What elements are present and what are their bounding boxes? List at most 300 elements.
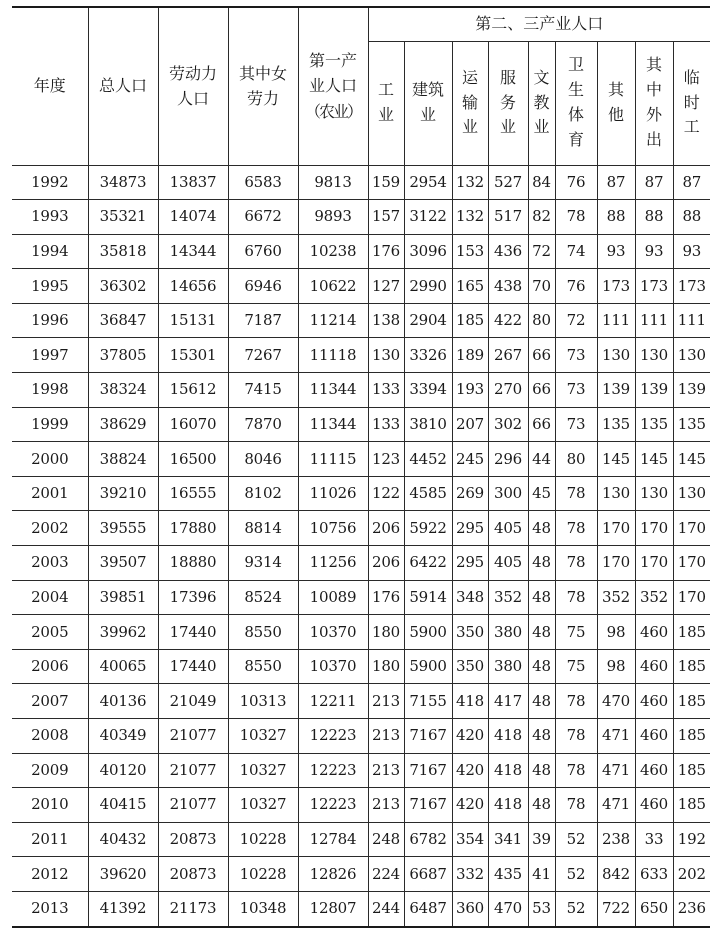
cell-labor-pop: 17440 bbox=[158, 649, 228, 684]
cell-industry: 180 bbox=[368, 649, 404, 684]
cell-year: 1996 bbox=[12, 303, 88, 338]
cell-construction: 4585 bbox=[404, 476, 452, 511]
header-labor-pop-line1: 劳动力 bbox=[168, 63, 217, 83]
cell-construction: 7167 bbox=[404, 753, 452, 788]
cell-health-sports: 52 bbox=[555, 822, 597, 857]
header-secondary-tertiary: 第二、三产业人口 bbox=[368, 7, 710, 41]
table-row bbox=[12, 200, 710, 235]
cell-female-labor: 9314 bbox=[228, 546, 298, 581]
header-year: 年度 bbox=[12, 7, 88, 165]
cell-female-labor: 8524 bbox=[228, 580, 298, 615]
cell-construction: 2954 bbox=[404, 165, 452, 200]
cell-labor-pop: 13837 bbox=[158, 165, 228, 200]
cell-service: 352 bbox=[488, 580, 528, 615]
cell-total-pop: 39851 bbox=[88, 580, 158, 615]
header-transport bbox=[452, 41, 488, 165]
cell-service: 300 bbox=[488, 476, 528, 511]
cell-health-sports: 73 bbox=[555, 407, 597, 442]
cell-migrant: 130 bbox=[635, 338, 673, 373]
cell-other: 135 bbox=[597, 407, 635, 442]
cell-temporary: 192 bbox=[673, 822, 710, 857]
cell-labor-pop: 17440 bbox=[158, 615, 228, 650]
header-temporary bbox=[673, 41, 710, 165]
header-education-text: 文教业 bbox=[533, 67, 550, 137]
cell-education: 80 bbox=[528, 303, 555, 338]
cell-year: 1994 bbox=[12, 234, 88, 269]
cell-primary: 10238 bbox=[298, 234, 368, 269]
cell-service: 270 bbox=[488, 373, 528, 408]
cell-construction: 2904 bbox=[404, 303, 452, 338]
header-female-labor bbox=[228, 7, 298, 165]
cell-service: 267 bbox=[488, 338, 528, 373]
header-service bbox=[488, 41, 528, 165]
cell-health-sports: 78 bbox=[555, 546, 597, 581]
cell-labor-pop: 21077 bbox=[158, 753, 228, 788]
header-service-text: 服务业 bbox=[499, 67, 516, 137]
header-primary-line3: （农业） bbox=[304, 102, 361, 122]
cell-health-sports: 73 bbox=[555, 373, 597, 408]
header-other bbox=[597, 41, 635, 165]
cell-primary: 12784 bbox=[298, 822, 368, 857]
cell-temporary: 173 bbox=[673, 269, 710, 304]
cell-other: 352 bbox=[597, 580, 635, 615]
header-total-pop: 总人口 bbox=[88, 7, 158, 165]
cell-female-labor: 10327 bbox=[228, 788, 298, 823]
cell-industry: 248 bbox=[368, 822, 404, 857]
cell-construction: 3096 bbox=[404, 234, 452, 269]
cell-labor-pop: 16555 bbox=[158, 476, 228, 511]
cell-health-sports: 78 bbox=[555, 200, 597, 235]
cell-total-pop: 37805 bbox=[88, 338, 158, 373]
cell-primary: 11115 bbox=[298, 442, 368, 477]
header-temporary-text: 临时工 bbox=[683, 67, 700, 137]
cell-service: 418 bbox=[488, 719, 528, 754]
cell-female-labor: 10348 bbox=[228, 891, 298, 926]
cell-year: 2003 bbox=[12, 546, 88, 581]
cell-migrant: 170 bbox=[635, 546, 673, 581]
cell-total-pop: 41392 bbox=[88, 891, 158, 926]
cell-other: 471 bbox=[597, 719, 635, 754]
cell-other: 471 bbox=[597, 788, 635, 823]
cell-migrant: 111 bbox=[635, 303, 673, 338]
cell-transport: 207 bbox=[452, 407, 488, 442]
cell-other: 145 bbox=[597, 442, 635, 477]
cell-other: 238 bbox=[597, 822, 635, 857]
cell-transport: 420 bbox=[452, 753, 488, 788]
cell-total-pop: 38324 bbox=[88, 373, 158, 408]
table-body bbox=[12, 165, 710, 927]
table-header bbox=[12, 7, 710, 165]
cell-total-pop: 36302 bbox=[88, 269, 158, 304]
header-female-labor-line1: 其中女 bbox=[238, 63, 287, 83]
cell-labor-pop: 14656 bbox=[158, 269, 228, 304]
cell-industry: 157 bbox=[368, 200, 404, 235]
cell-transport: 354 bbox=[452, 822, 488, 857]
cell-temporary: 185 bbox=[673, 753, 710, 788]
cell-industry: 159 bbox=[368, 165, 404, 200]
cell-labor-pop: 21077 bbox=[158, 788, 228, 823]
cell-migrant: 650 bbox=[635, 891, 673, 926]
cell-health-sports: 78 bbox=[555, 684, 597, 719]
cell-year: 2013 bbox=[12, 891, 88, 926]
cell-health-sports: 80 bbox=[555, 442, 597, 477]
cell-migrant: 460 bbox=[635, 649, 673, 684]
table-row bbox=[12, 788, 710, 823]
cell-education: 70 bbox=[528, 269, 555, 304]
cell-temporary: 236 bbox=[673, 891, 710, 926]
cell-migrant: 33 bbox=[635, 822, 673, 857]
population-table-container bbox=[12, 6, 710, 928]
cell-education: 66 bbox=[528, 373, 555, 408]
cell-industry: 206 bbox=[368, 546, 404, 581]
cell-health-sports: 52 bbox=[555, 891, 597, 926]
header-construction-text: 建筑业 bbox=[411, 80, 444, 124]
cell-primary: 10089 bbox=[298, 580, 368, 615]
cell-migrant: 460 bbox=[635, 753, 673, 788]
header-industry-text: 工业 bbox=[377, 80, 394, 124]
cell-labor-pop: 15612 bbox=[158, 373, 228, 408]
cell-transport: 165 bbox=[452, 269, 488, 304]
cell-service: 422 bbox=[488, 303, 528, 338]
header-primary-line2: 业人口 bbox=[308, 76, 357, 96]
cell-service: 435 bbox=[488, 857, 528, 892]
cell-service: 380 bbox=[488, 615, 528, 650]
cell-year: 2001 bbox=[12, 476, 88, 511]
cell-education: 48 bbox=[528, 684, 555, 719]
cell-construction: 3810 bbox=[404, 407, 452, 442]
cell-year: 2004 bbox=[12, 580, 88, 615]
cell-temporary: 185 bbox=[673, 649, 710, 684]
cell-female-labor: 10327 bbox=[228, 753, 298, 788]
cell-labor-pop: 16500 bbox=[158, 442, 228, 477]
cell-year: 1992 bbox=[12, 165, 88, 200]
cell-health-sports: 78 bbox=[555, 788, 597, 823]
cell-industry: 213 bbox=[368, 684, 404, 719]
cell-female-labor: 10313 bbox=[228, 684, 298, 719]
cell-year: 2012 bbox=[12, 857, 88, 892]
cell-female-labor: 6583 bbox=[228, 165, 298, 200]
cell-transport: 332 bbox=[452, 857, 488, 892]
cell-transport: 350 bbox=[452, 615, 488, 650]
table-row bbox=[12, 546, 710, 581]
cell-education: 66 bbox=[528, 407, 555, 442]
table-row bbox=[12, 891, 710, 926]
cell-total-pop: 40136 bbox=[88, 684, 158, 719]
cell-education: 66 bbox=[528, 338, 555, 373]
cell-year: 2011 bbox=[12, 822, 88, 857]
cell-labor-pop: 14074 bbox=[158, 200, 228, 235]
cell-year: 2010 bbox=[12, 788, 88, 823]
header-female-labor-line2: 劳力 bbox=[246, 89, 279, 109]
table-row bbox=[12, 719, 710, 754]
cell-temporary: 185 bbox=[673, 719, 710, 754]
header-construction bbox=[404, 41, 452, 165]
table-row bbox=[12, 511, 710, 546]
cell-education: 82 bbox=[528, 200, 555, 235]
cell-temporary: 135 bbox=[673, 407, 710, 442]
cell-migrant: 460 bbox=[635, 719, 673, 754]
header-migrant bbox=[635, 41, 673, 165]
cell-construction: 4452 bbox=[404, 442, 452, 477]
cell-migrant: 460 bbox=[635, 684, 673, 719]
cell-health-sports: 52 bbox=[555, 857, 597, 892]
cell-migrant: 93 bbox=[635, 234, 673, 269]
cell-total-pop: 39620 bbox=[88, 857, 158, 892]
cell-construction: 7167 bbox=[404, 719, 452, 754]
cell-industry: 213 bbox=[368, 753, 404, 788]
cell-labor-pop: 21077 bbox=[158, 719, 228, 754]
table-row bbox=[12, 442, 710, 477]
cell-labor-pop: 17880 bbox=[158, 511, 228, 546]
cell-transport: 420 bbox=[452, 788, 488, 823]
cell-year: 2000 bbox=[12, 442, 88, 477]
cell-other: 170 bbox=[597, 546, 635, 581]
table-row bbox=[12, 857, 710, 892]
cell-labor-pop: 17396 bbox=[158, 580, 228, 615]
cell-total-pop: 34873 bbox=[88, 165, 158, 200]
table-row bbox=[12, 476, 710, 511]
cell-labor-pop: 16070 bbox=[158, 407, 228, 442]
cell-female-labor: 6672 bbox=[228, 200, 298, 235]
table-row bbox=[12, 407, 710, 442]
cell-service: 418 bbox=[488, 788, 528, 823]
cell-construction: 5914 bbox=[404, 580, 452, 615]
cell-education: 45 bbox=[528, 476, 555, 511]
cell-primary: 11256 bbox=[298, 546, 368, 581]
header-female-labor-text bbox=[239, 61, 287, 112]
cell-transport: 295 bbox=[452, 546, 488, 581]
cell-primary: 12807 bbox=[298, 891, 368, 926]
table-row bbox=[12, 684, 710, 719]
cell-industry: 206 bbox=[368, 511, 404, 546]
cell-primary: 10370 bbox=[298, 615, 368, 650]
cell-service: 417 bbox=[488, 684, 528, 719]
cell-health-sports: 78 bbox=[555, 753, 597, 788]
cell-industry: 224 bbox=[368, 857, 404, 892]
cell-service: 470 bbox=[488, 891, 528, 926]
cell-temporary: 202 bbox=[673, 857, 710, 892]
cell-year: 1997 bbox=[12, 338, 88, 373]
cell-year: 1995 bbox=[12, 269, 88, 304]
cell-construction: 5922 bbox=[404, 511, 452, 546]
cell-total-pop: 39555 bbox=[88, 511, 158, 546]
cell-construction: 7167 bbox=[404, 788, 452, 823]
cell-temporary: 93 bbox=[673, 234, 710, 269]
table-row bbox=[12, 269, 710, 304]
cell-industry: 244 bbox=[368, 891, 404, 926]
cell-industry: 127 bbox=[368, 269, 404, 304]
cell-primary: 12223 bbox=[298, 719, 368, 754]
cell-female-labor: 8550 bbox=[228, 615, 298, 650]
cell-female-labor: 7187 bbox=[228, 303, 298, 338]
cell-temporary: 130 bbox=[673, 338, 710, 373]
cell-transport: 360 bbox=[452, 891, 488, 926]
cell-other: 139 bbox=[597, 373, 635, 408]
cell-other: 130 bbox=[597, 476, 635, 511]
header-primary-line1: 第一产 bbox=[308, 50, 357, 70]
cell-other: 173 bbox=[597, 269, 635, 304]
cell-education: 48 bbox=[528, 615, 555, 650]
cell-primary: 11344 bbox=[298, 407, 368, 442]
cell-transport: 350 bbox=[452, 649, 488, 684]
cell-service: 341 bbox=[488, 822, 528, 857]
cell-construction: 3326 bbox=[404, 338, 452, 373]
cell-industry: 176 bbox=[368, 234, 404, 269]
cell-education: 39 bbox=[528, 822, 555, 857]
cell-industry: 213 bbox=[368, 719, 404, 754]
cell-other: 111 bbox=[597, 303, 635, 338]
cell-female-labor: 6760 bbox=[228, 234, 298, 269]
cell-industry: 138 bbox=[368, 303, 404, 338]
cell-temporary: 111 bbox=[673, 303, 710, 338]
cell-year: 1993 bbox=[12, 200, 88, 235]
cell-education: 72 bbox=[528, 234, 555, 269]
cell-temporary: 170 bbox=[673, 580, 710, 615]
cell-construction: 3394 bbox=[404, 373, 452, 408]
header-transport-text: 运输业 bbox=[461, 67, 478, 137]
cell-migrant: 145 bbox=[635, 442, 673, 477]
cell-construction: 5900 bbox=[404, 649, 452, 684]
header-primary bbox=[298, 7, 368, 165]
header-other-text: 其他 bbox=[607, 80, 624, 124]
header-industry bbox=[368, 41, 404, 165]
cell-year: 2002 bbox=[12, 511, 88, 546]
cell-primary: 12223 bbox=[298, 753, 368, 788]
cell-other: 98 bbox=[597, 649, 635, 684]
cell-service: 517 bbox=[488, 200, 528, 235]
cell-year: 2006 bbox=[12, 649, 88, 684]
cell-total-pop: 40349 bbox=[88, 719, 158, 754]
cell-other: 470 bbox=[597, 684, 635, 719]
cell-transport: 418 bbox=[452, 684, 488, 719]
cell-year: 2005 bbox=[12, 615, 88, 650]
cell-other: 842 bbox=[597, 857, 635, 892]
header-education bbox=[528, 41, 555, 165]
cell-total-pop: 39507 bbox=[88, 546, 158, 581]
table-row bbox=[12, 615, 710, 650]
header-migrant-text: 其中外出 bbox=[645, 55, 662, 149]
cell-transport: 132 bbox=[452, 200, 488, 235]
cell-primary: 11026 bbox=[298, 476, 368, 511]
cell-total-pop: 40415 bbox=[88, 788, 158, 823]
cell-industry: 180 bbox=[368, 615, 404, 650]
cell-female-labor: 7267 bbox=[228, 338, 298, 373]
cell-primary: 11214 bbox=[298, 303, 368, 338]
cell-health-sports: 76 bbox=[555, 165, 597, 200]
cell-other: 87 bbox=[597, 165, 635, 200]
cell-education: 48 bbox=[528, 753, 555, 788]
cell-education: 48 bbox=[528, 788, 555, 823]
cell-migrant: 135 bbox=[635, 407, 673, 442]
cell-service: 438 bbox=[488, 269, 528, 304]
table-row bbox=[12, 234, 710, 269]
cell-health-sports: 74 bbox=[555, 234, 597, 269]
cell-other: 93 bbox=[597, 234, 635, 269]
cell-transport: 193 bbox=[452, 373, 488, 408]
cell-temporary: 185 bbox=[673, 615, 710, 650]
cell-construction: 6422 bbox=[404, 546, 452, 581]
cell-total-pop: 40065 bbox=[88, 649, 158, 684]
header-row-top bbox=[12, 7, 710, 41]
cell-education: 44 bbox=[528, 442, 555, 477]
cell-construction: 6487 bbox=[404, 891, 452, 926]
cell-transport: 132 bbox=[452, 165, 488, 200]
cell-construction: 7155 bbox=[404, 684, 452, 719]
cell-labor-pop: 15301 bbox=[158, 338, 228, 373]
cell-labor-pop: 21173 bbox=[158, 891, 228, 926]
cell-health-sports: 72 bbox=[555, 303, 597, 338]
cell-migrant: 352 bbox=[635, 580, 673, 615]
cell-industry: 122 bbox=[368, 476, 404, 511]
table-row bbox=[12, 165, 710, 200]
cell-primary: 11118 bbox=[298, 338, 368, 373]
cell-construction: 2990 bbox=[404, 269, 452, 304]
cell-labor-pop: 20873 bbox=[158, 822, 228, 857]
cell-service: 405 bbox=[488, 546, 528, 581]
cell-health-sports: 78 bbox=[555, 580, 597, 615]
cell-total-pop: 38824 bbox=[88, 442, 158, 477]
cell-transport: 185 bbox=[452, 303, 488, 338]
cell-education: 53 bbox=[528, 891, 555, 926]
population-table bbox=[12, 6, 710, 928]
table-row bbox=[12, 649, 710, 684]
cell-migrant: 170 bbox=[635, 511, 673, 546]
cell-other: 88 bbox=[597, 200, 635, 235]
cell-health-sports: 75 bbox=[555, 649, 597, 684]
table-row bbox=[12, 303, 710, 338]
cell-service: 527 bbox=[488, 165, 528, 200]
cell-total-pop: 40120 bbox=[88, 753, 158, 788]
cell-migrant: 460 bbox=[635, 615, 673, 650]
cell-year: 2009 bbox=[12, 753, 88, 788]
cell-female-labor: 10228 bbox=[228, 857, 298, 892]
cell-construction: 6782 bbox=[404, 822, 452, 857]
cell-education: 48 bbox=[528, 546, 555, 581]
cell-total-pop: 35818 bbox=[88, 234, 158, 269]
cell-primary: 10622 bbox=[298, 269, 368, 304]
cell-temporary: 170 bbox=[673, 546, 710, 581]
cell-construction: 3122 bbox=[404, 200, 452, 235]
cell-service: 296 bbox=[488, 442, 528, 477]
cell-industry: 123 bbox=[368, 442, 404, 477]
cell-year: 2007 bbox=[12, 684, 88, 719]
cell-year: 1999 bbox=[12, 407, 88, 442]
cell-female-labor: 8550 bbox=[228, 649, 298, 684]
cell-labor-pop: 21049 bbox=[158, 684, 228, 719]
cell-female-labor: 7415 bbox=[228, 373, 298, 408]
cell-health-sports: 78 bbox=[555, 511, 597, 546]
cell-education: 48 bbox=[528, 580, 555, 615]
table-row bbox=[12, 373, 710, 408]
header-labor-pop-line2: 人口 bbox=[176, 89, 209, 109]
cell-service: 405 bbox=[488, 511, 528, 546]
cell-labor-pop: 20873 bbox=[158, 857, 228, 892]
cell-female-labor: 10327 bbox=[228, 719, 298, 754]
cell-primary: 10756 bbox=[298, 511, 368, 546]
cell-migrant: 87 bbox=[635, 165, 673, 200]
cell-service: 302 bbox=[488, 407, 528, 442]
cell-primary: 12211 bbox=[298, 684, 368, 719]
cell-labor-pop: 18880 bbox=[158, 546, 228, 581]
cell-health-sports: 75 bbox=[555, 615, 597, 650]
cell-temporary: 87 bbox=[673, 165, 710, 200]
cell-female-labor: 8046 bbox=[228, 442, 298, 477]
cell-health-sports: 73 bbox=[555, 338, 597, 373]
cell-industry: 176 bbox=[368, 580, 404, 615]
table-row bbox=[12, 753, 710, 788]
cell-other: 170 bbox=[597, 511, 635, 546]
cell-total-pop: 39962 bbox=[88, 615, 158, 650]
